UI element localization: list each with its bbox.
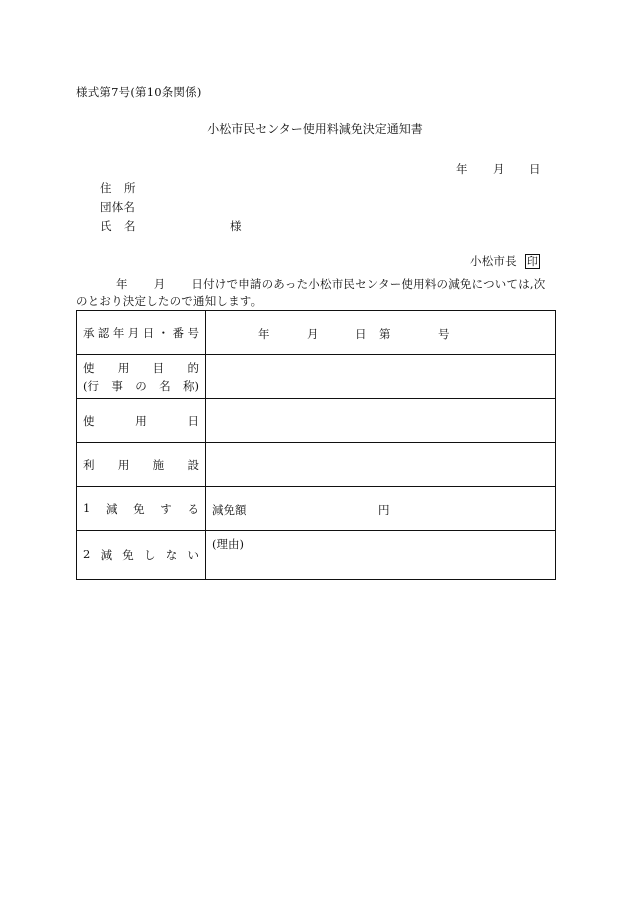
date-year: 年	[456, 162, 468, 176]
document-title: 小松市民センター使用料減免決定通知書	[207, 122, 423, 136]
date-day: 日	[529, 162, 541, 176]
group-label: 団体名	[100, 200, 136, 214]
issuer-line	[470, 253, 540, 269]
approval-year: 年	[258, 327, 270, 341]
issuer-title: 小松市長	[470, 254, 517, 268]
approval-label: 承 認 年 月 日 ・ 番 号	[77, 311, 206, 355]
facility-value	[206, 443, 556, 487]
body-text: 日付けで申請のあった小松市民センター使用料の減免については,次	[191, 277, 546, 291]
seal-mark: 印	[526, 255, 539, 268]
use-date-label: 使 用 日	[77, 399, 206, 443]
name-label-2: 名	[124, 219, 136, 233]
approval-month: 月	[307, 327, 319, 341]
purpose-value	[206, 355, 556, 399]
use-date-value	[206, 399, 556, 443]
row-use-date	[77, 399, 556, 443]
body-line-1	[76, 276, 556, 292]
row-purpose	[77, 355, 556, 399]
no-reduce-value	[206, 531, 556, 580]
row-no-reduce	[77, 531, 556, 580]
purpose-label: 使 用 目 的 (行 事 の 名 称)	[77, 355, 206, 399]
reason-label: (理由)	[212, 537, 244, 551]
details-table	[76, 310, 556, 580]
reduce-label: 1 減 免 す る	[77, 487, 206, 531]
reduce-value	[206, 487, 556, 531]
approval-dai: 第	[379, 327, 391, 341]
address-label-1: 住	[100, 181, 112, 195]
date-month: 月	[493, 162, 505, 176]
facility-label: 利 用 施 設	[77, 443, 206, 487]
row-approval	[77, 311, 556, 355]
body-month: 月	[153, 277, 166, 291]
approval-value	[206, 311, 556, 355]
honorific: 様	[230, 219, 242, 233]
row-reduce	[77, 487, 556, 531]
row-facility	[77, 443, 556, 487]
yen-label: 円	[378, 503, 390, 517]
reduction-amount-label: 減免額	[212, 503, 247, 517]
body-year: 年	[116, 277, 128, 291]
no-reduce-label: 2 減 免 し な い	[77, 531, 206, 580]
address-label-2: 所	[124, 181, 136, 195]
name-label-1: 氏	[100, 219, 112, 233]
approval-day: 日	[355, 327, 367, 341]
approval-number: 号	[438, 327, 450, 341]
form-number: 様式第7号(第10条関係)	[76, 85, 202, 99]
body-line-2: のとおり決定したので通知します。	[76, 294, 263, 308]
